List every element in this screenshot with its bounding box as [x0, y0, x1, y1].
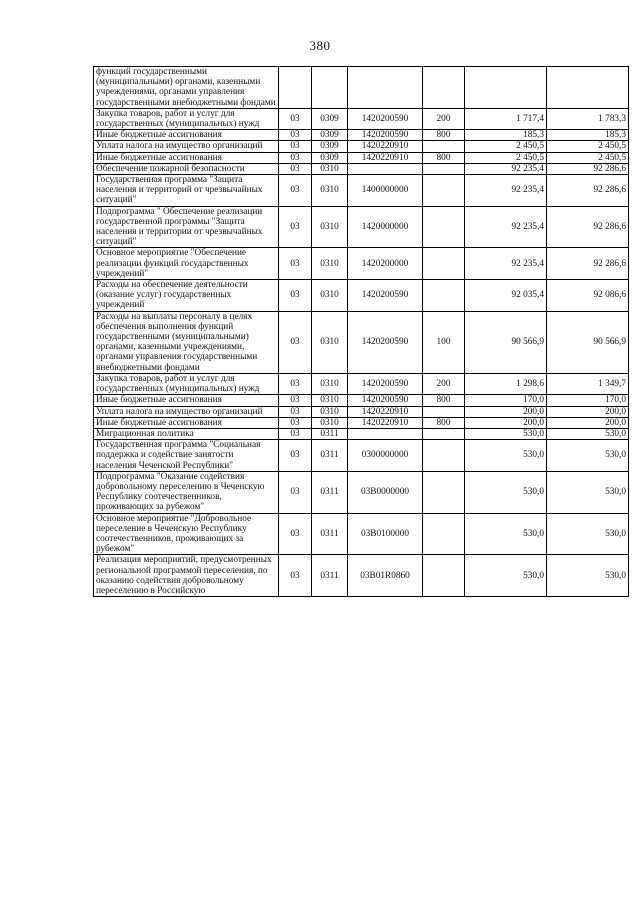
amount-year1-cell: 1 298,6	[465, 373, 547, 394]
amount-year2-cell: 92 286,6	[547, 163, 629, 174]
subsection-code-cell: 0311	[312, 471, 348, 513]
target-article-cell: 1420220910	[348, 417, 423, 428]
expense-type-cell	[423, 280, 465, 312]
amount-year1-cell: 530,0	[465, 471, 547, 513]
subsection-code-cell: 0310	[312, 373, 348, 394]
table-row	[94, 141, 629, 152]
target-article-cell: 03В0100000	[348, 513, 423, 555]
amount-year2-cell: 92 286,6	[547, 175, 629, 207]
expense-type-cell: 800	[423, 152, 465, 163]
target-article-cell: 1420000000	[348, 206, 423, 248]
table-row	[94, 555, 629, 597]
section-code-cell: 03	[279, 130, 312, 141]
amount-year2-cell	[547, 67, 629, 109]
item-name-cell: Основное мероприятие "Добровольное переселение в Чеченскую Республику соотечественников, проживающих за рубежом"	[94, 513, 279, 555]
amount-year2-cell: 90 566,9	[547, 311, 629, 373]
item-name-cell: Закупка товаров, работ и услуг для государственных (муниципальных) нужд	[94, 373, 279, 394]
table-row	[94, 471, 629, 513]
amount-year2-cell: 92 286,6	[547, 206, 629, 248]
table-row	[94, 280, 629, 312]
amount-year1-cell: 2 450,5	[465, 152, 547, 163]
amount-year2-cell: 530,0	[547, 440, 629, 472]
amount-year2-cell: 185,3	[547, 130, 629, 141]
table-row	[94, 513, 629, 555]
table-row	[94, 163, 629, 174]
target-article-cell: 1420220910	[348, 152, 423, 163]
amount-year2-cell: 530,0	[547, 513, 629, 555]
target-article-cell: 1420220910	[348, 141, 423, 152]
item-name-cell: Миграционная политика	[94, 428, 279, 439]
amount-year2-cell: 170,0	[547, 395, 629, 406]
item-name-cell: Подпрограмма "Оказание содействия добровольному переселению в Чеченскую Республику соотечественников, проживающих за рубежом"	[94, 471, 279, 513]
target-article-cell: 03В01R0860	[348, 555, 423, 597]
subsection-code-cell: 0310	[312, 175, 348, 207]
expense-type-cell: 200	[423, 108, 465, 129]
subsection-code-cell: 0309	[312, 152, 348, 163]
expense-type-cell	[423, 471, 465, 513]
item-name-cell: Иные бюджетные ассигнования	[94, 417, 279, 428]
expense-type-cell	[423, 406, 465, 417]
item-name-cell: Расходы на выплаты персоналу в целях обеспечения выполнения функций государственными (муниципальными) органами, казенными учреждениями, органами управления государственными внебюджетными фондами	[94, 311, 279, 373]
section-code-cell: 03	[279, 373, 312, 394]
expense-type-cell	[423, 555, 465, 597]
amount-year1-cell: 185,3	[465, 130, 547, 141]
amount-year1-cell: 170,0	[465, 395, 547, 406]
target-article-cell	[348, 428, 423, 439]
subsection-code-cell: 0311	[312, 428, 348, 439]
section-code-cell: 03	[279, 280, 312, 312]
amount-year1-cell: 530,0	[465, 513, 547, 555]
expense-type-cell: 800	[423, 417, 465, 428]
target-article-cell: 1420200590	[348, 395, 423, 406]
amount-year2-cell: 92 086,6	[547, 280, 629, 312]
expense-type-cell	[423, 206, 465, 248]
target-article-cell: 1420200590	[348, 130, 423, 141]
amount-year1-cell: 92 235,4	[465, 248, 547, 280]
amount-year1-cell: 200,0	[465, 417, 547, 428]
expense-type-cell	[423, 513, 465, 555]
subsection-code-cell: 0310	[312, 417, 348, 428]
section-code-cell: 03	[279, 513, 312, 555]
section-code-cell: 03	[279, 440, 312, 472]
section-code-cell	[279, 67, 312, 109]
amount-year1-cell: 92 235,4	[465, 163, 547, 174]
section-code-cell: 03	[279, 248, 312, 280]
amount-year2-cell: 200,0	[547, 406, 629, 417]
item-name-cell: Реализация мероприятий, предусмотренных региональной программой переселения, по оказанию содействия добровольному переселению в Российскую	[94, 555, 279, 597]
subsection-code-cell: 0311	[312, 555, 348, 597]
expense-type-cell: 800	[423, 130, 465, 141]
amount-year1-cell: 530,0	[465, 440, 547, 472]
item-name-cell: Основное мероприятие "Обеспечение реализации функций государственных учреждений"	[94, 248, 279, 280]
subsection-code-cell: 0310	[312, 395, 348, 406]
subsection-code-cell: 0309	[312, 141, 348, 152]
section-code-cell: 03	[279, 471, 312, 513]
budget-table	[93, 66, 629, 597]
table-row	[94, 311, 629, 373]
target-article-cell: 1400000000	[348, 175, 423, 207]
target-article-cell	[348, 163, 423, 174]
amount-year2-cell: 200,0	[547, 417, 629, 428]
target-article-cell: 1420220910	[348, 406, 423, 417]
subsection-code-cell: 0311	[312, 513, 348, 555]
target-article-cell	[348, 67, 423, 109]
item-name-cell: функций государственными (муниципальными) органами, казенными учреждениями, органами управления государственными внебюджетными фондами	[94, 67, 279, 109]
expense-type-cell: 100	[423, 311, 465, 373]
table-row	[94, 108, 629, 129]
section-code-cell: 03	[279, 163, 312, 174]
expense-type-cell	[423, 175, 465, 207]
amount-year2-cell: 530,0	[547, 471, 629, 513]
item-name-cell: Иные бюджетные ассигнования	[94, 395, 279, 406]
table-row	[94, 406, 629, 417]
amount-year1-cell: 2 450,5	[465, 141, 547, 152]
amount-year2-cell: 530,0	[547, 555, 629, 597]
table-row	[94, 130, 629, 141]
target-article-cell: 1420200590	[348, 280, 423, 312]
table-row	[94, 373, 629, 394]
item-name-cell: Обеспечение пожарной безопасности	[94, 163, 279, 174]
amount-year2-cell: 1 349,7	[547, 373, 629, 394]
subsection-code-cell: 0310	[312, 206, 348, 248]
expense-type-cell	[423, 163, 465, 174]
section-code-cell: 03	[279, 152, 312, 163]
expense-type-cell	[423, 141, 465, 152]
section-code-cell: 03	[279, 555, 312, 597]
section-code-cell: 03	[279, 428, 312, 439]
target-article-cell: 1420200000	[348, 248, 423, 280]
amount-year2-cell: 2 450,5	[547, 141, 629, 152]
subsection-code-cell: 0310	[312, 406, 348, 417]
table-row	[94, 395, 629, 406]
target-article-cell: 1420200590	[348, 108, 423, 129]
amount-year2-cell: 2 450,5	[547, 152, 629, 163]
item-name-cell: Подпрограмма " Обеспечение реализации государственной программы "Защита населения и территории от чрезвычайных ситуаций"	[94, 206, 279, 248]
amount-year1-cell: 530,0	[465, 555, 547, 597]
target-article-cell: 1420200590	[348, 373, 423, 394]
expense-type-cell	[423, 67, 465, 109]
amount-year1-cell: 200,0	[465, 406, 547, 417]
expense-type-cell	[423, 428, 465, 439]
table-row	[94, 248, 629, 280]
expense-type-cell	[423, 440, 465, 472]
section-code-cell: 03	[279, 141, 312, 152]
item-name-cell: Уплата налога на имущество организаций	[94, 406, 279, 417]
item-name-cell: Иные бюджетные ассигнования	[94, 130, 279, 141]
expense-type-cell: 800	[423, 395, 465, 406]
amount-year1-cell: 530,0	[465, 428, 547, 439]
table-row	[94, 152, 629, 163]
table-row	[94, 417, 629, 428]
amount-year1-cell: 92 235,4	[465, 206, 547, 248]
page-number: 380	[309, 38, 331, 53]
item-name-cell: Закупка товаров, работ и услуг для государственных (муниципальных) нужд	[94, 108, 279, 129]
section-code-cell: 03	[279, 108, 312, 129]
table-row	[94, 175, 629, 207]
table-row	[94, 206, 629, 248]
table-row	[94, 440, 629, 472]
subsection-code-cell: 0310	[312, 280, 348, 312]
section-code-cell: 03	[279, 395, 312, 406]
item-name-cell: Государственная программа "Защита населения и территорий от чрезвычайных ситуаций"	[94, 175, 279, 207]
expense-type-cell: 200	[423, 373, 465, 394]
section-code-cell: 03	[279, 417, 312, 428]
target-article-cell: 0300000000	[348, 440, 423, 472]
section-code-cell: 03	[279, 311, 312, 373]
item-name-cell: Государственная программа "Социальная поддержка и содействие занятости населения Чеченской Республики"	[94, 440, 279, 472]
amount-year1-cell: 1 717,4	[465, 108, 547, 129]
amount-year2-cell: 1 783,3	[547, 108, 629, 129]
subsection-code-cell: 0309	[312, 108, 348, 129]
section-code-cell: 03	[279, 406, 312, 417]
subsection-code-cell	[312, 67, 348, 109]
target-article-cell: 1420200590	[348, 311, 423, 373]
amount-year1-cell	[465, 67, 547, 109]
subsection-code-cell: 0310	[312, 311, 348, 373]
expense-type-cell	[423, 248, 465, 280]
amount-year2-cell: 530,0	[547, 428, 629, 439]
item-name-cell: Уплата налога на имущество организаций	[94, 141, 279, 152]
amount-year1-cell: 90 566,9	[465, 311, 547, 373]
target-article-cell: 03В0000000	[348, 471, 423, 513]
amount-year1-cell: 92 035,4	[465, 280, 547, 312]
item-name-cell: Иные бюджетные ассигнования	[94, 152, 279, 163]
section-code-cell: 03	[279, 175, 312, 207]
table-row	[94, 428, 629, 439]
subsection-code-cell: 0309	[312, 130, 348, 141]
subsection-code-cell: 0310	[312, 163, 348, 174]
subsection-code-cell: 0310	[312, 248, 348, 280]
item-name-cell: Расходы на обеспечение деятельности (оказание услуг) государственных учреждений	[94, 280, 279, 312]
amount-year1-cell: 92 235,4	[465, 175, 547, 207]
subsection-code-cell: 0311	[312, 440, 348, 472]
amount-year2-cell: 92 286,6	[547, 248, 629, 280]
table-row	[94, 67, 629, 109]
section-code-cell: 03	[279, 206, 312, 248]
